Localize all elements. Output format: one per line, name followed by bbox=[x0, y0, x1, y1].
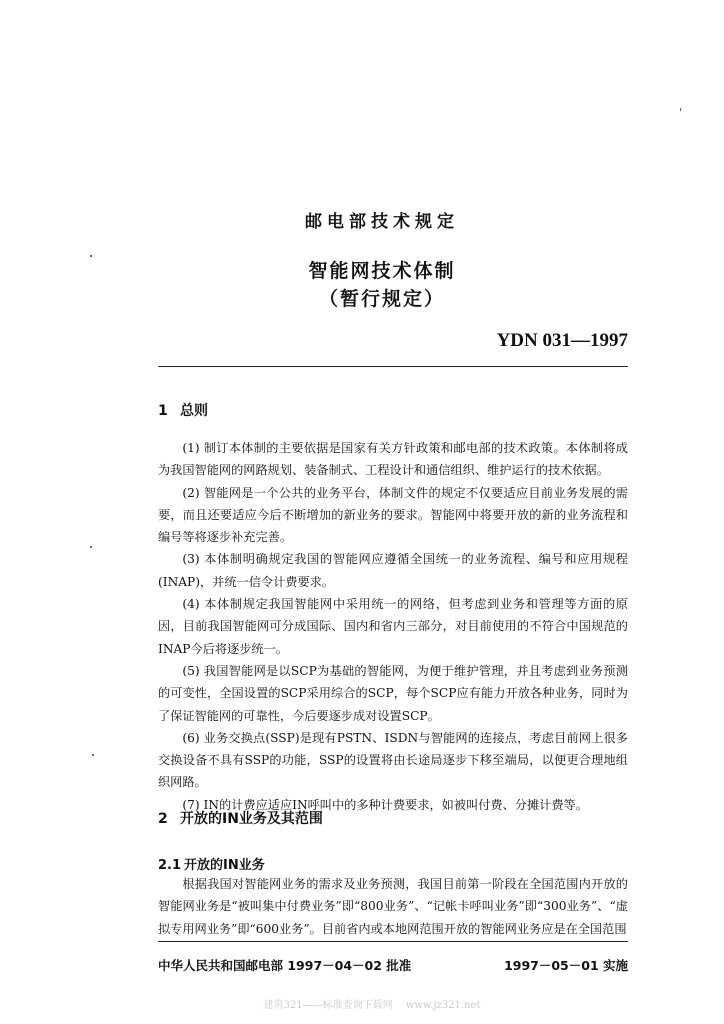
effective-date: 1997－05－01 实施 bbox=[504, 958, 628, 973]
standard-number: YDN 031—1997 bbox=[496, 330, 628, 351]
subsection-2-1-number: 2.1 bbox=[158, 858, 182, 873]
section-2-number: 2 bbox=[158, 811, 168, 827]
ministry-heading: 邮电部技术规定 bbox=[305, 212, 459, 232]
approval-note: 中华人民共和国邮电部 1997－04－02 批准 bbox=[158, 958, 412, 973]
section-2-title: 开放的IN业务及其范围 bbox=[180, 811, 323, 827]
footer-divider bbox=[158, 941, 628, 942]
paragraph: (5) 我国智能网是以SCP为基础的智能网，为便于维护管理，并且考虑到业务预测的可变性，全国设置的SCP采用综合的SCP，每个SCP应有能力开放各种业务，同时为了保证智能网的可靠性，今后要逐步成对设置SCP。 bbox=[158, 663, 628, 723]
paragraph: (3) 本体制明确规定我国的智能网应遵循全国统一的业务流程、编号和应用规程(INAP)，并统一信令计费要求。 bbox=[158, 552, 628, 589]
paragraph: (1) 制订本体制的主要依据是国家有关方针政策和邮电部的技术政策。本体制将成为我国智能网的网路规划、装备制式、工程设计和通信组织、维护运行的技术依据。 bbox=[158, 441, 628, 478]
scan-speck bbox=[90, 255, 92, 257]
section-1-number: 1 bbox=[158, 403, 168, 419]
paragraph: (7) IN的计费应适应IN呼叫中的多种计费要求，如被叫付费、分摊计费等。 bbox=[182, 797, 588, 812]
paragraph: (4) 本体制规定我国智能网中采用统一的网络，但考虑到业务和管理等方面的原因，目前我国智能网可分成国际、国内和省内三部分，对目前使用的不符合中国规范的INAP今后将逐步统一。 bbox=[158, 597, 628, 656]
scan-speck bbox=[92, 754, 94, 756]
section-1-heading bbox=[158, 400, 208, 420]
section-1-title: 总则 bbox=[180, 403, 208, 419]
document-title: 智能网技术体制 bbox=[308, 260, 456, 282]
scan-speck bbox=[680, 108, 681, 111]
subsection-2-1-title: 开放的IN业务 bbox=[184, 858, 265, 873]
scan-speck bbox=[90, 546, 92, 548]
watermark: 建筑321——标准查询下载网 www.jz321.net bbox=[263, 1000, 481, 1011]
subsection-2-1-heading bbox=[158, 854, 265, 873]
paragraph: (6) 业务交换点(SSP)是现有PSTN、ISDN与智能网的连接点，考虑目前网上很多交换设备不具有SSP的功能，SSP的设置将由长途局逐步下移至端局，以便更合理地组织网路。 bbox=[158, 730, 628, 790]
paragraph: (2) 智能网是一个公共的业务平台，体制文件的规定不仅要适应目前业务发展的需要，而且还要适应今后不断增加的新业务的要求。智能网中将要开放的新的业务流程和编号等将逐步补充完善。 bbox=[158, 485, 628, 545]
document-subtitle: （暂行规定） bbox=[318, 288, 445, 310]
paragraph: 根据我国对智能网业务的需求及业务预测，我国目前第一阶段在全国范围内开放的智能网业务是“被叫集中付费业务”即“800业务”、“记帐卡呼叫业务”即“300业务”、“虚拟专用网业务”即“600业务”。目前省内或本地网范围开放的智能网业务应是在全国范围 bbox=[158, 877, 628, 936]
section-2-heading bbox=[158, 808, 323, 828]
section-1-body bbox=[158, 437, 628, 816]
subsection-2-1-body bbox=[158, 873, 628, 940]
header-divider bbox=[158, 366, 628, 367]
